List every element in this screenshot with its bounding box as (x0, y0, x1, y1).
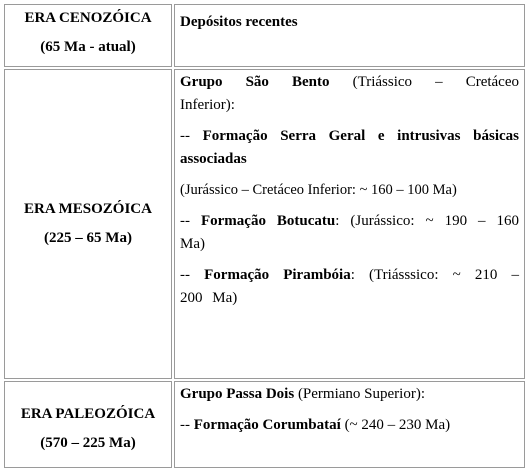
formation-name: Formação Pirambóia (204, 267, 351, 283)
formation-prefix: -- (180, 267, 205, 283)
group-name: Grupo Passa Dois (180, 386, 295, 402)
formation-line (180, 210, 519, 256)
formation-prefix: -- (180, 417, 194, 433)
formation-name: Formação Serra Geral e intrusivas básicas associadas (180, 128, 519, 167)
formation-detail: (~ 240 – 230 Ma) (340, 417, 451, 433)
era-name: ERA PALEOZÓICA (20, 405, 156, 422)
formation-detail: : (Triásssico: ~ 210 – 200 Ma) (180, 267, 519, 306)
formation-prefix: -- (180, 213, 201, 229)
group-line (180, 383, 519, 406)
deposits-text: Depósitos recentes (180, 14, 298, 30)
era-cell (4, 69, 172, 379)
table-row (4, 4, 525, 67)
era-age: (65 Ma - atual) (40, 39, 136, 55)
group-detail: (Permiano Superior): (294, 386, 425, 402)
formation-line (180, 125, 519, 171)
table-row (4, 69, 525, 379)
era-name: ERA CENOZÓICA (24, 10, 152, 26)
formation-line (180, 264, 519, 310)
formation-line (180, 414, 519, 437)
era-name: ERA MESOZÓICA (24, 201, 152, 217)
table-row (4, 381, 525, 468)
era-cell (4, 381, 172, 468)
formation-detail: : (Jurássico: ~ 190 – 160 Ma) (180, 213, 520, 252)
formation-name: Formação Corumbataí (193, 417, 341, 433)
formation-name: Formação Botucatu (200, 213, 336, 229)
deposits-cell (174, 4, 525, 67)
formation-detail: (Jurássico – Cretáceo Inferior: ~ 160 – 100 Ma) (180, 182, 457, 198)
era-cell (4, 4, 172, 67)
formation-prefix: -- (180, 128, 203, 144)
group-name: Grupo São Bento (180, 74, 330, 90)
formation-line (180, 179, 519, 202)
group-line (180, 71, 519, 117)
deposits-cell (174, 69, 525, 379)
group-detail: (Triássico – Cretáceo Inferior): (180, 74, 519, 113)
deposits-cell (174, 381, 525, 468)
geologic-eras-table (2, 2, 527, 470)
era-age: (570 – 225 Ma) (40, 434, 136, 451)
era-age: (225 – 65 Ma) (44, 230, 132, 246)
